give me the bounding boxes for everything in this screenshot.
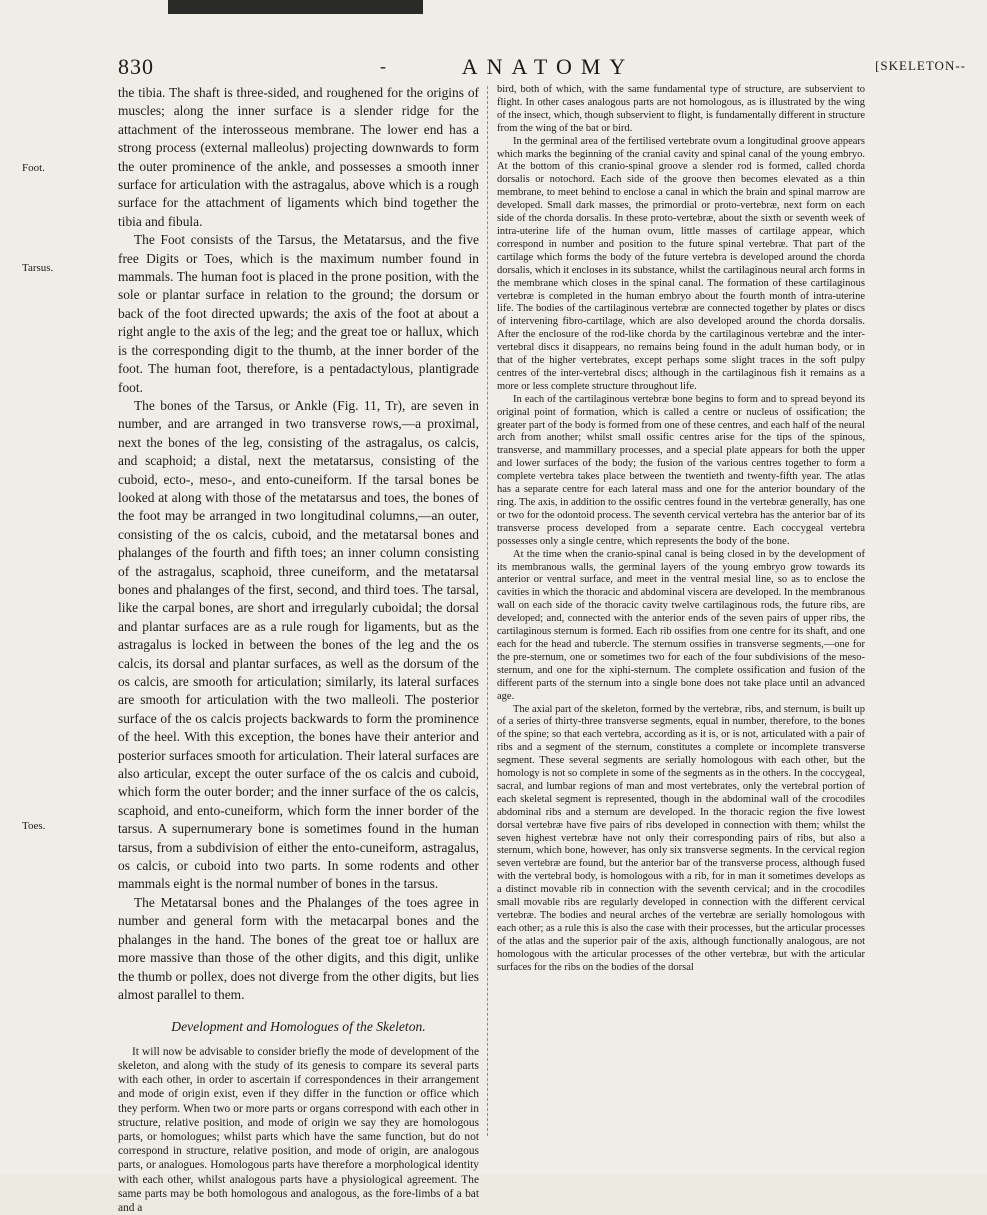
column-divider xyxy=(487,86,489,1136)
subheading-development: Development and Homologues of the Skeleton. xyxy=(171,1019,426,1035)
paragraph-ossification: In each of the cartilaginous vertebræ bone begins to form and to spread beyond its original point of formation, which is called a centre or nucleus of ossification; the greater part of the body is formed from one of these centres, and each half of the neural arch from another; whilst small ossific centres arise for the tips of the spinous, transverse, and mammillary processes, and a special plate appears for both the upper and lower surfaces of the body; the fusion of the various centres together to form a complete vertebra takes place between the twentieth and twenty-fifth year. The atlas has a separate centre for each lateral mass and one for the anterior boundary of the ring. The axis, in addition to the ossific centres found in the vertebræ generally, has one or two for the odontoid process. The seventh cervical vertebra has the anterior bar of its transverse process developed from a separate centre. Each coccygeal vertebra possesses only a single centre, which represents the body of the bone. xyxy=(497,393,865,547)
paragraph-germinal-area: In the germinal area of the fertilised vertebrate ovum a longitudinal groove appears which marks the beginning of the cranial cavity and spinal canal of the young embryo. At the bottom of this cranio-spinal groove a slender rod is formed, called chorda dorsalis or notochord. Each side of the groove then becomes elevated as a thin membrane, to meet behind to enclose a canal in which the brain and spinal marrow are developed. Small dark masses, the primordial or proto-vertebræ, next form on each side of the chorda dorsalis. In these proto-vertebræ, about the sixth or seventh week of intra-uterine life of the human ovum, little masses of cartilage appear, which correspond in number and position to the future spinal vertebræ. That part of the cartilage which forms the body of the future vertebra is developed around the chorda dorsalis, which it encloses in its substance, whilst the cartilaginous neural arch forms in the membrane which closes in the spinal canal. The formation of these cartilaginous vertebræ is completed in the human embryo about the fourth month of intra-uterine life. The bodies of the cartilaginous vertebræ are connected together by plates or discs of intervening fibro-cartilage, which are also developed around the chorda dorsalis. After the enclosure of the rod-like chorda by the cartilaginous vertebræ and the inter-vertebral discs it disappears, no remains being found in the adult human body, or in that of the higher vertebrates, except perhaps some slight traces in the soft pulpy centres of the inter-vertebral discs; although in the cartilaginous fish it remains as a more or less complete structure throughout life. xyxy=(497,135,865,392)
margin-note-tarsus: Tarsus. xyxy=(22,262,54,274)
paragraph-ribs-sternum: At the time when the cranio-spinal canal is being closed in by the development of its membranous walls, the germinal layers of the young embryo grow towards its anterior or ventral surface, and meet in the ventral mesial line, so as to enclose the cavities in which the thoracic and abdominal viscera are developed. In the membranous wall on each side of the thoracic cavity twelve cartilaginous rods, the future ribs, are developed; and, connected with the anterior ends of the seven pairs of upper ribs, the cartilaginous sternum is formed. Each rib ossifies from one centre for its shaft, and one each for the head and tubercle. The sternum ossifies in transverse segments,—one for the pre-sternum, one or sometimes two for each of the four subdivisions of the meso-sternum, and one for the xiphi-sternum. The complete ossification and fusion of the different parts of the sternum into a single bone does not take place until an advanced age. xyxy=(497,548,865,702)
margin-note-foot: Foot. xyxy=(22,162,45,174)
right-column xyxy=(497,84,865,1144)
scan-edge-bar xyxy=(168,0,423,14)
header-dash: - xyxy=(380,56,386,76)
paragraph-foot: The Foot consists of the Tarsus, the Metatarsus, and the five free Digits or Toes, which is the maximum number found in mammals. The human foot is placed in the prone position, with the sole or plantar surface in relation to the ground; the dorsum or back of the foot directed upwards; the axis of the foot at about a right angle to the axis of the leg; and the great toe or hallux, which is the corresponding digit to the thumb, at the inner border of the foot. The human foot, therefore, is a pentadactylous, plantigrade foot. xyxy=(118,232,479,395)
paragraph-toes: The Metatarsal bones and the Phalanges of the toes agree in number and general form with the metacarpal bones and the phalanges in the hand. The bones of the great toe or hallux are more massive than those of the other digits, and this digit, unlike the thumb or pollex, does not diverge from the other digits, but lies almost parallel to them. xyxy=(118,894,479,1002)
left-column xyxy=(118,84,479,1214)
paragraph-axial-skeleton: The axial part of the skeleton, formed by the vertebræ, ribs, and sternum, is built up of a series of thirty-three transverse segments, equal in number, therefore, to the bones of the spine; so that each vertebra, according as it is, or is not, articulated with a pair of ribs and a segment of the sternum, constitutes a complete or incomplete transverse segment. These several segments are serially homologous with each other, but the homology is not so complete in some of the segments as in the others. In the coccygeal, sacral, and lumbar regions of man and most vertebrates, only the vertebral portion of each skeletal segment is represented, though in the abdominal wall of the crocodiles abdominal ribs and a sternum are developed. In the thoracic region the five lowest dorsal vertebræ have five pairs of ribs developed in connection with them; whilst the seven highest vertebræ have not only their corresponding pairs of ribs, but also a sternum, which bone, however, has only six transverse segments. In the cervical region seven vertebræ are found, but the anterior bar of the transverse process, although fused with the vertebral body, is homologous with a rib, for in man it sometimes develops as a distinct movable rib in connection with the seventh cervical; and in the crocodiles small movable ribs are regularly developed in connection with the different cervical vertebræ. The bodies and neural arches of the vertebræ are serially homologous with each other; as a rule this is also the case with their processes, but the articular processes of the atlas and the superior pair of the axis, although functionally analogous, are not homologous with the articular processes of the other vertebræ, but with the articular surfaces for the ribs on the bodies of the dorsal xyxy=(497,703,866,973)
section-label: [SKELETON-- xyxy=(875,58,966,73)
running-title: ANATOMY xyxy=(461,54,635,79)
page-number: 830 xyxy=(118,54,154,79)
small-print-block xyxy=(118,1045,479,1215)
page-header xyxy=(118,54,966,88)
paragraph-development: It will now be advisable to consider briefly the mode of development of the skeleton, and along with the study of its genesis to compare its several parts with each other, in order to ascertain if correspondences in their arrangement and mode of origin exist, even if they differ in the function or office which they perform. When two or more parts or organs correspond with each other in structure, relative position, and mode of origin we say they are homologous parts, or homologues; whilst parts which have the same function, but do not correspond in structure, relative position, and mode of origin, are analogous parts, or analogues. Homologous parts have therefore a morphological identity with each other, whilst analogous parts have a physiological agreement. The same parts may be both homologous and analogous, as the fore-limbs of a bat and a xyxy=(118,1045,479,1214)
paragraph-tarsus: The bones of the Tarsus, or Ankle (Fig. 11, Tr), are seven in number, and are arranged in two transverse rows,—a proximal, next the bones of the leg, consisting of the astragalus, os calcis, and scaphoid; a distal, next the metatarsus, consisting of the cuboid, ecto-, meso-, and ento-cuneiform. If the tarsal bones be looked at along with those of the metatarsus and toes, the bones of the foot may be arranged in two longitudinal columns,—an outer, consisting of the os calcis, cuboid, and the metatarsal bones and phalanges of the fourth and fifth toes; an inner column consisting of the astragalus, scaphoid, three cuneiform, and the metatarsal bones and phalanges of the first, second, and third toes. The tarsal, like the carpal bones, are short and irregularly cuboidal; the dorsal and plantar surfaces are as a rule rough for ligaments, but as the astragalus is locked in between the bones of the leg and the os calcis, its dorsal and plantar surfaces, as well as the dorsum of the os calcis, are smooth for articulation; similarly, its lateral surfaces are smooth for articulation with the two malleoli. The posterior surface of the os calcis projects backwards to form the prominence of the heel. With this exception, the bones have their anterior and posterior surfaces smooth for articulation. Their lateral surfaces are also articular, except the outer surface of the os calcis and cuboid, which form the outer border; and the inner surface of the os calcis, scaphoid, and ento-cuneiform, which form the inner border of the tarsus. A supernumerary bone is sometimes found in the human tarsus, from a subdivision of either the ento-cuneiform, astragalus, os calcis, or cuboid into two parts. In some rodents and other mammals eight is the normal number of bones in the tarsus. xyxy=(118,397,479,892)
margin-note-toes: Toes. xyxy=(22,820,46,832)
paragraph-bird: bird, both of which, with the same fundamental type of structure, are subservient to flight. In other cases analogous parts are not homologous, as is illustrated by the wing of the insect, which, though subservient to flight, is fundamentally different in structure from the wing of the bat or bird. xyxy=(497,84,865,134)
paragraph-tibia: the tibia. The shaft is three-sided, and roughened for the origins of muscles; along the inner surface is a slender ridge for the attachment of the interosseous membrane. The lower end has a strong process (external malleolus) projecting downwards to form the outer prominence of the ankle, and possesses a smooth inner surface for articulation with the astragalus, above which is a rough surface for the attachment of ligaments which bind together the tibia and fibula. xyxy=(118,85,479,229)
